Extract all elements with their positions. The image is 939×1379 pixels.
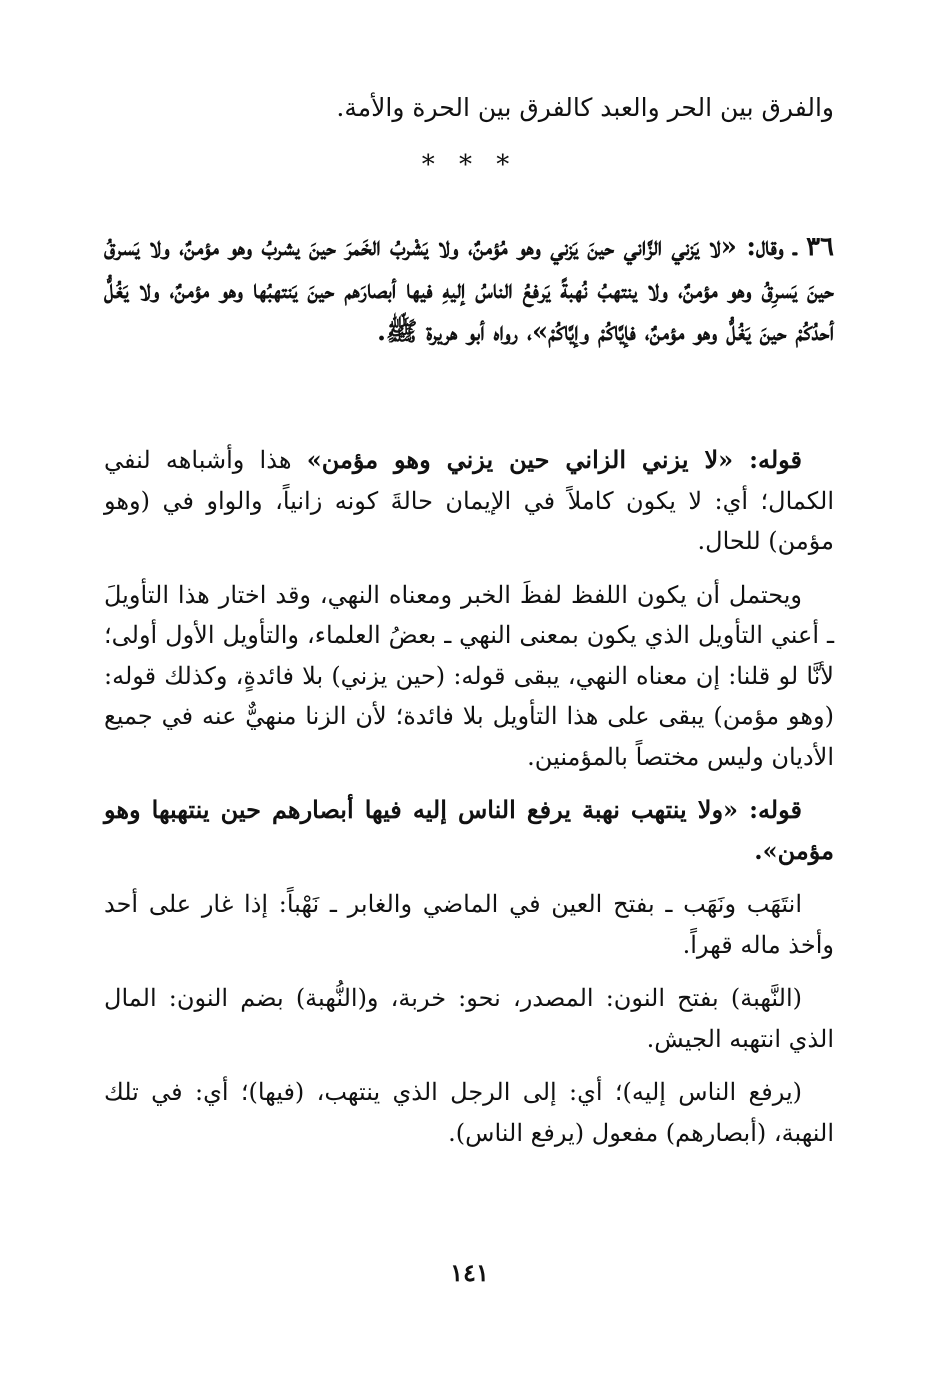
commentary-text: انتَهَب ونَهَب ـ بفتح العين في الماضي والغابر ـ نَهْباً: إذا غار على أحد وأخذ ماله قهراً.: [104, 890, 834, 959]
commentary-paragraph: [104, 440, 834, 562]
commentary-text: (النَّهبة) بفتح النون: المصدر، نحو: خربة، و(النُّهبة) بضم النون: المال الذي انتهبه الجيش.: [104, 984, 834, 1053]
commentary-lemma: قوله: «لا يزني الزاني حين يزني وهو مؤمن»: [306, 445, 803, 474]
commentary-text: ويحتمل أن يكون اللفظ لفظَ الخبر ومعناه النهي، وقد اختار هذا التأويلَ ـ أعني التأويل الذي يكون بمعنى النهي ـ بعضُ العلماء، والتأويل الأول أولى؛ لأنَّا لو قلنا: إن معناه النهي، يبقى قوله: (حين يزني) بلا فائدةٍ، وكذلك قوله: (وهو مؤمن) يبقى على هذا التأويل بلا فائدة؛ لأن الزنا منهيٌّ عنه في جميع الأديان وليس مختصاً بالمؤمنين.: [104, 580, 834, 771]
commentary-text: هذا وأشباهه لنفي الكمال؛ أي: لا يكون كاملاً في الإيمان حالةَ كونه زانياً، والواو في (وهو مؤمن) للحال.: [104, 446, 834, 555]
commentary-paragraph: [104, 978, 834, 1059]
commentary-lemma: قوله: «ولا ينتهب نهبة يرفع الناس إليه فيها أبصارهم حين ينتهبها وهو مؤمن».: [104, 795, 834, 865]
top-line: والفرق بين الحر والعبد كالفرق بين الحرة والأمة.: [336, 93, 834, 122]
page-number: ١٤١: [450, 1258, 489, 1287]
commentary-paragraph: [104, 1072, 834, 1153]
commentary-block: [104, 440, 834, 1166]
section-separator: * * *: [421, 150, 518, 180]
commentary-paragraph: [104, 884, 834, 965]
commentary-paragraph: [104, 575, 834, 778]
hadith-text: ٣٦ ـ وقال: «لا يَزني الزَّاني حينَ يَزني وهو مُؤمنٌ، ولا يَشْربُ الخَمرَ حينَ يشربُ وهو مؤمنٌ، ولا يَسرقُ حينَ يَسرِقُ وهو مؤمنٌ، ولا ينتهبُ نُهبةً يَرفعُ الناسُ إليهِ فيها أبصارَهم حينَ يَنتهبُها وهو مؤمنٌ، ولا يَغُلُّ أحدُكُمْ حينَ يَغُلُّ وهو مؤمنٌ، فإيَّاكُمْ وإيَّاكُمْ»، رواه أبو هريرة ﷺ.: [104, 232, 834, 347]
commentary-paragraph: [104, 790, 834, 871]
commentary-text: (يرفع الناس إليه)؛ أي: إلى الرجل الذي ينتهب، (فيها)؛ أي: في تلك النهبة، (أبصارهم) مفعول (يرفع الناس).: [104, 1078, 834, 1147]
